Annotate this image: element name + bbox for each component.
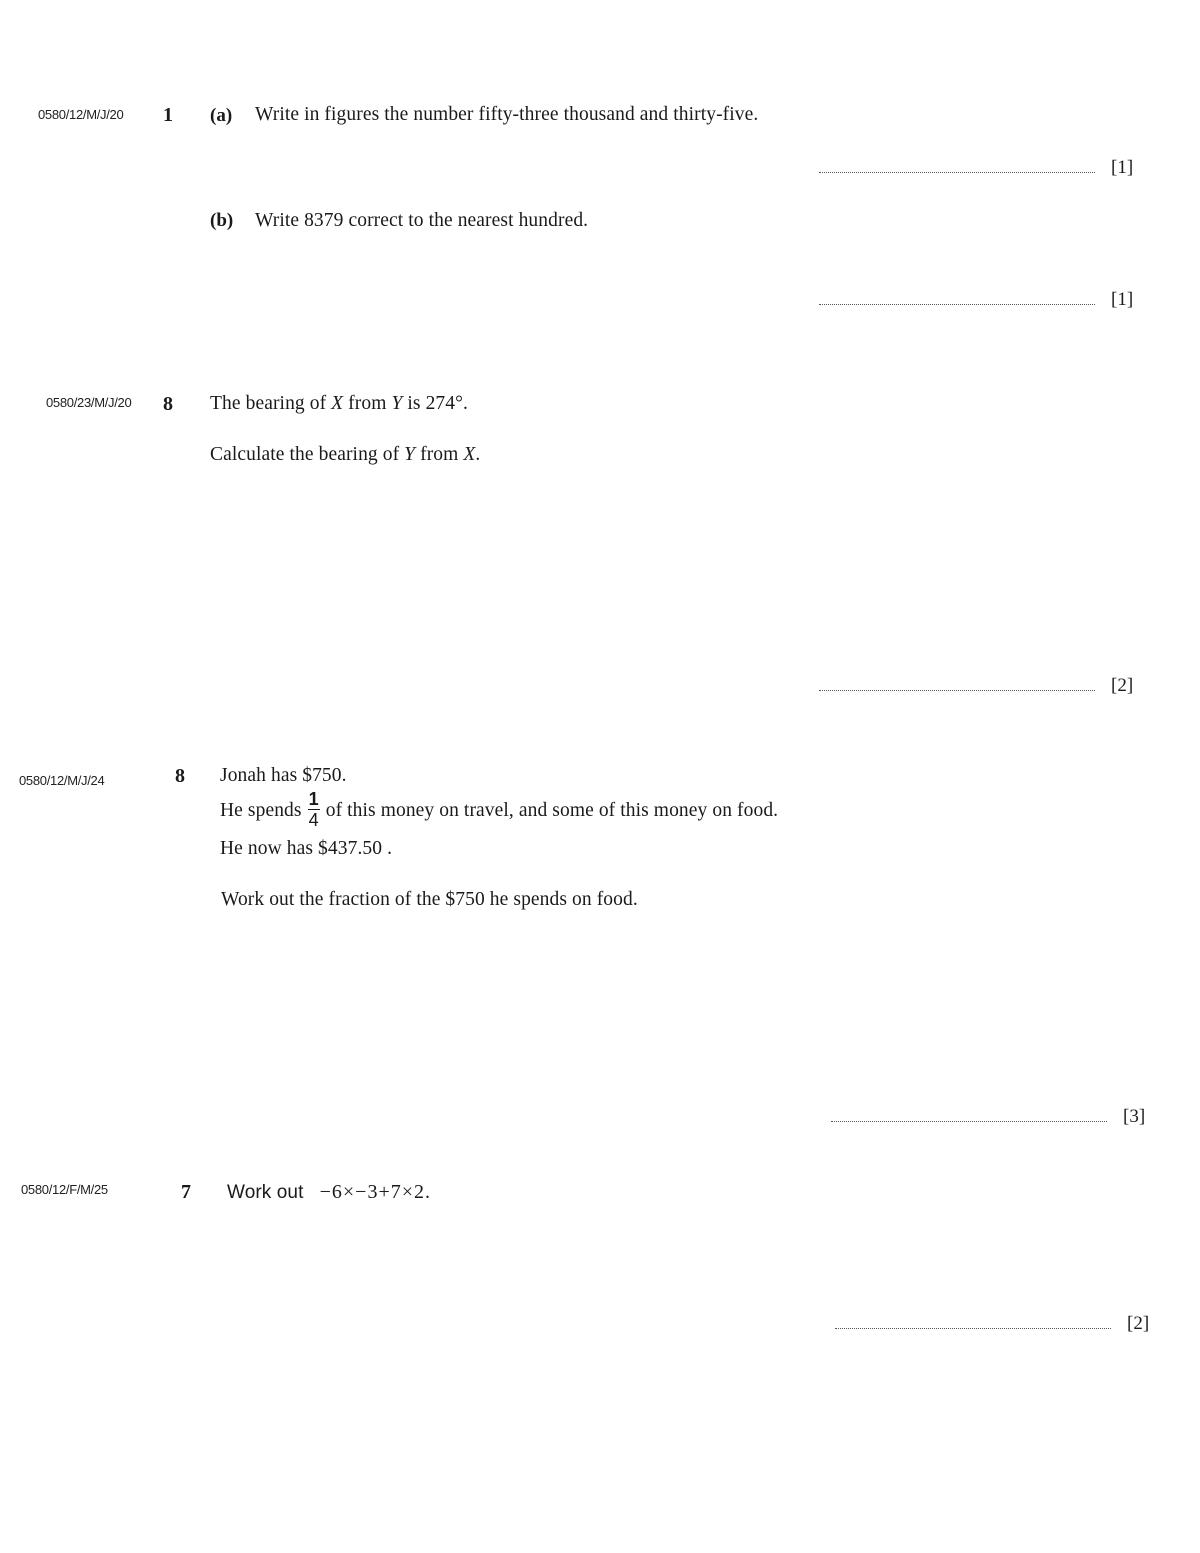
question-text xyxy=(227,1181,431,1204)
answer-dots[interactable] xyxy=(835,1314,1111,1329)
question-number: 1 xyxy=(163,104,173,126)
answer-dots[interactable] xyxy=(819,290,1095,305)
question-text: Write in figures the number fifty-three thousand and thirty-five. xyxy=(255,104,759,125)
question-code: 0580/12/M/J/20 xyxy=(38,107,124,122)
question-text: Jonah has $750. xyxy=(220,765,347,786)
text-fragment: of this money on travel, and some of this money on food. xyxy=(325,799,779,821)
variable: X xyxy=(463,444,476,465)
question-number: 8 xyxy=(163,393,173,415)
math-expression: −6×−3+7×2. xyxy=(319,1181,432,1203)
fraction-numerator: 1 xyxy=(308,789,319,809)
marks: [2] xyxy=(1127,1313,1150,1334)
answer-line[interactable] xyxy=(819,289,1133,311)
question-text xyxy=(210,444,480,466)
answer-line[interactable] xyxy=(819,157,1133,179)
fraction xyxy=(308,790,320,829)
answer-dots[interactable] xyxy=(819,676,1095,691)
part-label: (b) xyxy=(210,210,234,231)
question-text: He now has $437.50 . xyxy=(220,838,393,859)
variable: Y xyxy=(404,444,416,465)
marks: [2] xyxy=(1111,675,1134,696)
variable: X xyxy=(331,393,344,414)
text-fragment: Work out xyxy=(227,1182,304,1203)
marks: [3] xyxy=(1123,1106,1146,1127)
part-label: (a) xyxy=(210,105,233,126)
variable: Y xyxy=(391,393,403,414)
question-number: 7 xyxy=(181,1181,191,1203)
question-text xyxy=(220,789,779,831)
text-fragment: from xyxy=(415,444,464,465)
answer-dots[interactable] xyxy=(831,1107,1107,1122)
question-code: 0580/12/F/M/25 xyxy=(21,1182,108,1197)
fraction-denominator: 4 xyxy=(308,810,319,830)
text-fragment: Calculate the bearing of xyxy=(210,444,405,465)
text-fragment: . xyxy=(475,444,481,465)
answer-line[interactable] xyxy=(819,675,1133,697)
marks: [1] xyxy=(1111,289,1134,310)
question-text: Write 8379 correct to the nearest hundred. xyxy=(255,210,589,231)
question-number: 8 xyxy=(175,765,185,787)
question-code: 0580/23/M/J/20 xyxy=(46,395,132,410)
answer-dots[interactable] xyxy=(819,158,1095,173)
marks: [1] xyxy=(1111,157,1134,178)
answer-line[interactable] xyxy=(835,1313,1149,1335)
question-text: Work out the fraction of the $750 he spends on food. xyxy=(221,889,638,910)
text-fragment: The bearing of xyxy=(210,393,332,414)
question-text xyxy=(210,393,468,415)
text-fragment: from xyxy=(348,393,392,414)
text-fragment: is 274°. xyxy=(402,393,468,414)
text-fragment: He spends xyxy=(220,799,302,821)
question-code: 0580/12/M/J/24 xyxy=(19,773,105,788)
answer-line[interactable] xyxy=(831,1106,1145,1128)
